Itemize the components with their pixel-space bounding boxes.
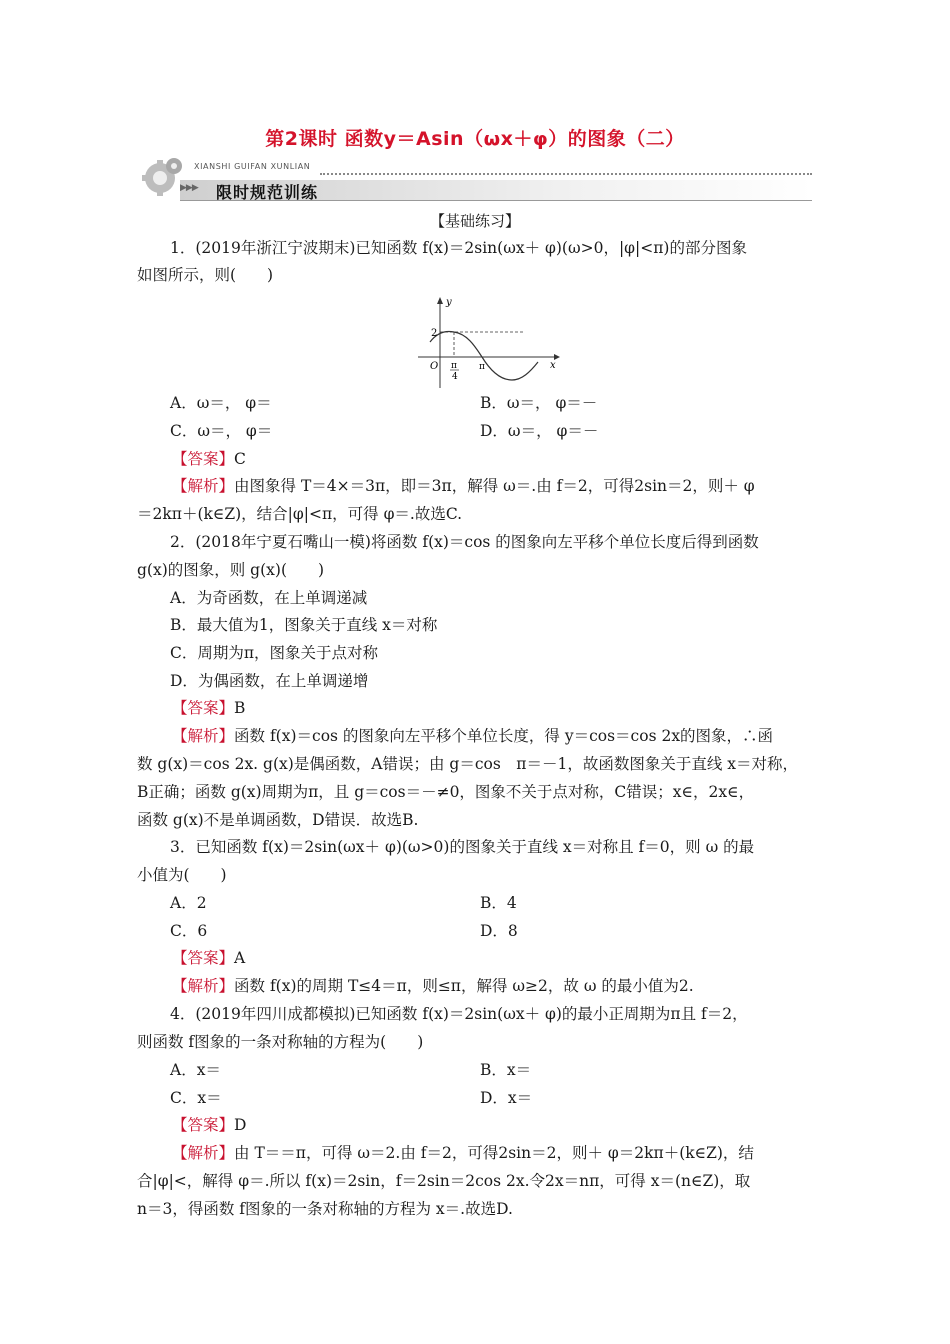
graph-origin: O: [430, 361, 439, 372]
q3-option-a: A．2: [170, 894, 207, 912]
q1-stem-line1: 1．(2019年浙江宁波期末)已知函数 f(x)＝2sin(ωx＋ φ)(ω>0，|φ|<π)的部分图象: [170, 239, 747, 257]
q2-option-b: B．最大值为1，图象关于直线 x＝对称: [170, 616, 438, 634]
q3-answer: [172, 948, 245, 968]
explanation-tag: 【解析】: [172, 477, 235, 495]
graph-tick-pi-over-4-bottom: 4: [452, 372, 458, 382]
q2-explanation-line3: B正确；函数 g(x)周期为π，且 g＝cos＝－≠0，图象不关于点对称，C错误；x∈，2x∈，: [137, 783, 755, 801]
answer-tag: 【答案】: [172, 1116, 235, 1134]
q3-answer-value: A: [234, 949, 246, 967]
q1-answer: [172, 449, 246, 469]
explanation-tag: 【解析】: [172, 727, 235, 745]
q4-option-d: D．x＝: [480, 1089, 533, 1107]
banner-label: 限时规范训练: [216, 183, 319, 202]
section-banner: [140, 156, 812, 206]
lesson-title: 第2课时 函数y＝Asin（ωx＋φ）的图象（二）: [265, 128, 685, 150]
graph-y-label: y: [446, 297, 452, 308]
q1-explanation-text1: 由图象得 T＝4×＝3π，即＝3π，解得 ω＝.由 f＝2，可得2sin＝2，则＋ φ: [234, 477, 755, 495]
q3-option-c: C．6: [170, 922, 208, 940]
q2-option-d: D．为偶函数，在上单调递增: [170, 672, 369, 690]
q1-explanation-line1: [172, 476, 755, 496]
answer-tag: 【答案】: [172, 450, 235, 468]
q2-stem-line2: g(x)的图象，则 g(x)( ): [137, 561, 325, 579]
q4-option-b: B．x＝: [480, 1061, 532, 1079]
q4-stem-line2: 则函数 f图象的一条对称轴的方程为( ): [137, 1033, 424, 1051]
arrow-icon: ▶▶▶: [180, 183, 198, 193]
q2-explanation-text1: 函数 f(x)＝cos 的图象向左平移个单位长度，得 y＝cos＝cos 2x的图象，∴函: [234, 727, 774, 745]
q4-explanation-line2: 合|φ|<，解得 φ＝.所以 f(x)＝2sin，f＝2sin＝2cos 2x.令2x＝nπ，可得 x＝(n∈Z)，取: [137, 1172, 751, 1190]
q3-option-b: B．4: [480, 894, 517, 912]
q2-explanation-line2: 数 g(x)＝cos 2x. g(x)是偶函数，A错误；由 g＝cos π＝－1，故函数图象关于直线 x＝对称，: [137, 755, 799, 773]
answer-tag: 【答案】: [172, 699, 235, 717]
q1-option-a: A．ω＝， φ＝: [170, 394, 272, 412]
q3-option-d: D．8: [480, 922, 518, 940]
graph-x-label: x: [550, 360, 556, 371]
q4-explanation-line1: [172, 1143, 754, 1163]
q1-option-c: C．ω＝， φ＝: [170, 422, 273, 440]
gear-icon: [140, 156, 184, 200]
q2-explanation-line4: 函数 g(x)不是单调函数，D错误．故选B.: [137, 811, 419, 829]
q4-option-a: A．x＝: [170, 1061, 221, 1079]
q4-answer-value: D: [234, 1116, 247, 1134]
q2-answer-value: B: [234, 699, 246, 717]
q4-option-c: C．x＝: [170, 1089, 222, 1107]
explanation-tag: 【解析】: [172, 1144, 235, 1162]
q3-stem-line2: 小值为( ): [137, 866, 227, 884]
graph-tick-pi-over-4-top: π: [451, 361, 457, 371]
q4-answer: [172, 1115, 246, 1135]
answer-tag: 【答案】: [172, 949, 235, 967]
q1-option-b: B．ω＝， φ＝－: [480, 394, 598, 412]
q1-stem-line2: 如图所示，则( ): [137, 266, 274, 284]
explanation-tag: 【解析】: [172, 977, 235, 995]
q3-stem-line1: 3．已知函数 f(x)＝2sin(ωx＋ φ)(ω>0)的图象关于直线 x＝对称且 f＝0，则 ω 的最: [170, 838, 755, 856]
banner-pinyin: XIANSHI GUIFAN XUNLIAN: [194, 162, 311, 171]
q4-explanation-line3: n＝3，得函数 f图象的一条对称轴的方程为 x＝.故选D.: [137, 1200, 513, 1218]
q2-stem-line1: 2．(2018年宁夏石嘴山一模)将函数 f(x)＝cos 的图象向左平移个单位长度后得到函数: [170, 533, 759, 551]
q2-explanation-line1: [172, 726, 773, 746]
graph-tick-2: 2: [431, 328, 438, 339]
q3-explanation-text1: 函数 f(x)的周期 T≤4＝π，则≤π，解得 ω≥2，故 ω 的最小值为2.: [234, 977, 694, 995]
section-heading: 【基础练习】: [429, 212, 520, 230]
graph-tick-pi: π: [479, 362, 485, 372]
q2-option-a: A．为奇函数，在上单调递减: [170, 589, 368, 607]
q1-sine-graph: [418, 296, 560, 388]
q1-option-d: D．ω＝， φ＝－: [480, 422, 599, 440]
q1-explanation-line2: ＝2kπ＋(k∈Z)，结合|φ|<π，可得 φ＝.故选C.: [137, 505, 463, 523]
q2-answer: [172, 698, 245, 718]
q4-explanation-text1: 由 T＝＝π，可得 ω＝2.由 f＝2，可得2sin＝2，则＋ φ＝2kπ＋(k∈Z)，结: [234, 1144, 754, 1162]
q2-option-c: C．周期为π，图象关于点对称: [170, 644, 379, 662]
q3-explanation-line1: [172, 976, 694, 996]
q4-stem-line1: 4．(2019年四川成都模拟)已知函数 f(x)＝2sin(ωx＋ φ)的最小正周期为π且 f＝2，: [170, 1005, 748, 1023]
banner-divider: [320, 173, 812, 175]
q1-answer-value: C: [234, 450, 246, 468]
